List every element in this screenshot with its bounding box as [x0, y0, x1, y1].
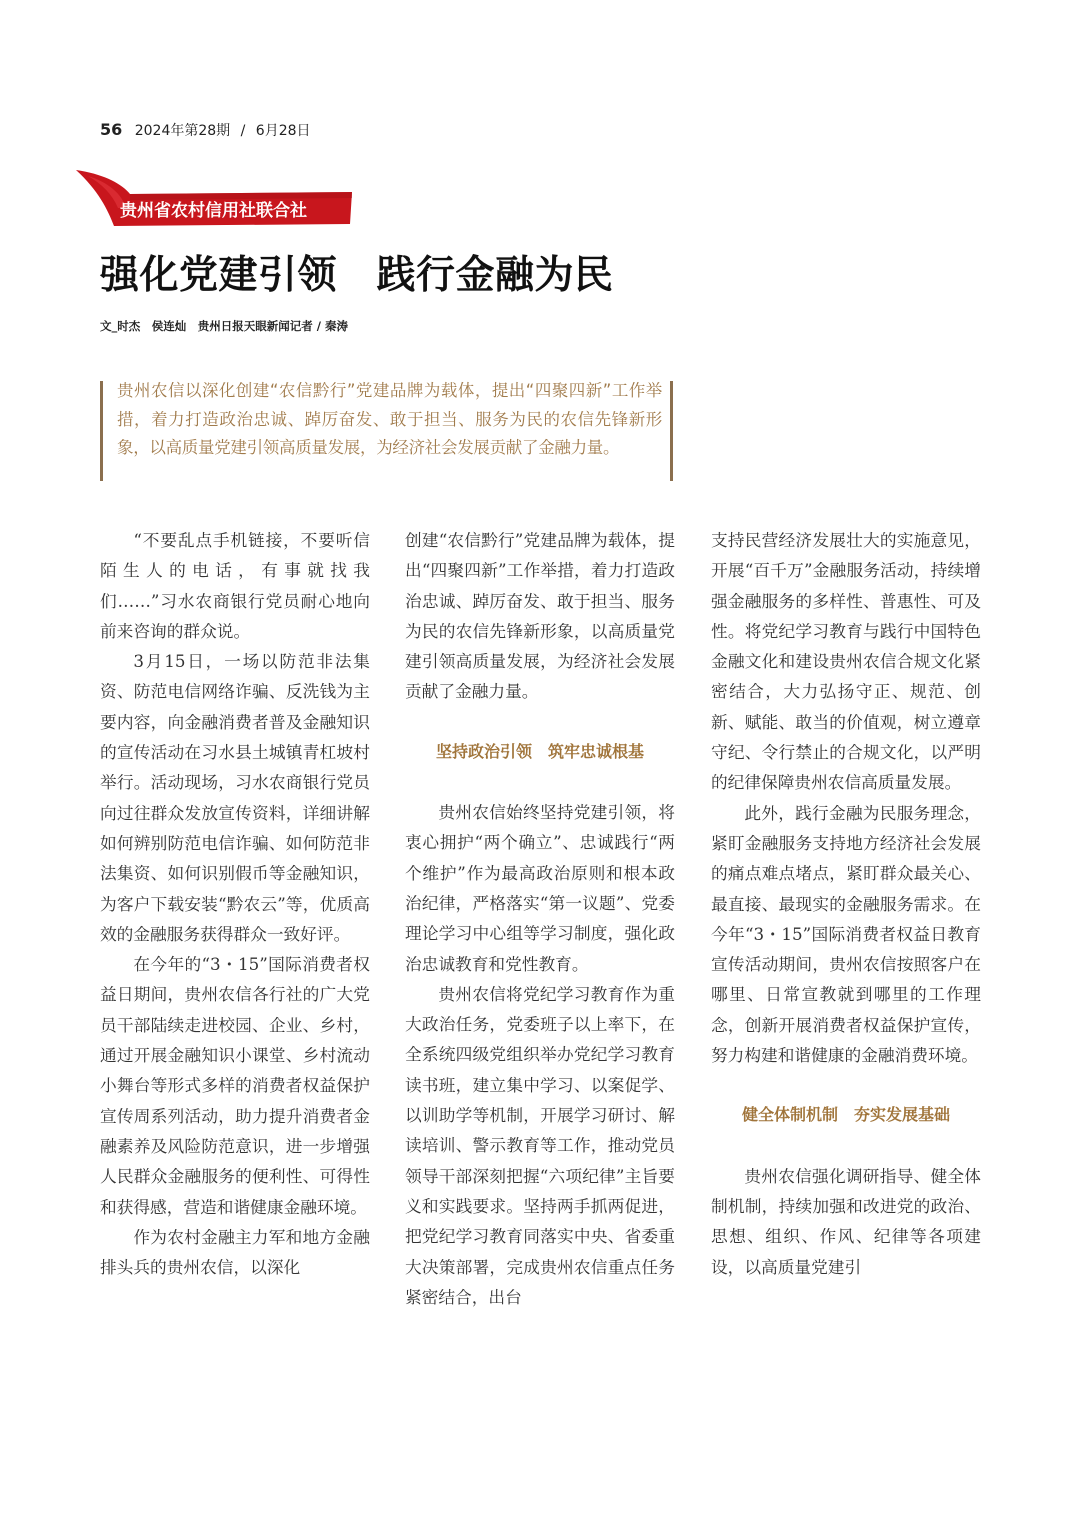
article-abstract: 贵州农信以深化创建“农信黔行”党建品牌为载体，提出“四聚四新”工作举措，着力打造政治忠诚、踔厉奋发、敢于担当、服务为民的农信先锋新形象，以高质量党建引领高质量发展，为经济社会发展贡献了金融力量。 [117, 381, 662, 457]
abstract-right-rule [670, 381, 673, 481]
paragraph: 此外，践行金融为民服务理念，紧盯金融服务支持地方经济社会发展的痛点难点堵点，紧盯群众最关心、最直接、最现实的金融服务需求。在今年“3・15”国际消费者权益日教育宣传活动期间，贵州农信按照客户在哪里、日常宣教就到哪里的工作理念，创新开展消费者权益保护宣传，努力构建和谐健康的金融消费环境。 [711, 802, 981, 1066]
paragraph: 创建“农信黔行”党建品牌为载体，提出“四聚四新”工作举措，着力打造政治忠诚、踔厉奋发、敢于担当、服务为民的农信先锋新形象，以高质量党建引领高质量发展，为经济社会发展贡献了金融力量。 [405, 530, 675, 702]
issue-number: 2024年第28期 [134, 123, 231, 139]
page-number: 56 [100, 120, 123, 139]
text-column-1 [100, 525, 370, 1282]
section-subhead: 健全体制机制 夯实发展基础 [741, 1105, 950, 1125]
paragraph: 在今年的“3・15”国际消费者权益日期间，贵州农信各行社的广大党员干部陆续走进校园、企业、乡村，通过开展金融知识小课堂、乡村流动小舞台等形式多样的消费者权益保护宣传周系列活动，助力提升消费者金融素养及风险防范意识，进一步增强人民群众金融服务的便利性、可得性和获得感，营造和谐健康金融环境。 [100, 954, 370, 1217]
page-header [100, 120, 311, 140]
paragraph: 支持民营经济发展壮大的实施意见，开展“百千万”金融服务活动，持续增强金融服务的多样性、普惠性、可及性。将党纪学习教育与践行中国特色金融文化和建设贵州农信合规文化紧密结合，大力弘扬守正、规范、创新、赋能、敢当的价值观，树立遵章守纪、令行禁止的合规文化，以严明的纪律保障贵州农信高质量发展。 [711, 530, 981, 793]
text-column-2 [405, 525, 675, 1312]
article-title: 强化党建引领 践行金融为民 [100, 252, 614, 298]
paragraph: 作为农村金融主力军和地方金融排头兵的贵州农信，以深化 [100, 1226, 370, 1278]
paragraph: 贵州农信将党纪学习教育作为重大政治任务，党委班子以上率下，在全系统四级党组织举办党纪学习教育读书班，建立集中学习、以案促学、以训助学等机制，开展学习研讨、解读培训、警示教育等工作，推动党员领导干部深刻把握“六项纪律”主旨要义和实践要求。坚持两手抓两促进，把党纪学习教育同落实中央、省委重大决策部署，完成贵州农信重点任务紧密结合，出台 [405, 983, 675, 1307]
banner-label: 贵州省农村信用社联合社 [120, 201, 307, 221]
abstract-left-rule [100, 381, 103, 481]
column-banner [74, 168, 354, 228]
paragraph: 贵州农信强化调研指导、健全体制机制，持续加强和改进党的政治、思想、组织、作风、纪律等各项建设，以高质量党建引 [711, 1165, 981, 1277]
section-subhead: 坚持政治引领 筑牢忠诚根基 [435, 741, 644, 761]
article-byline: 文_时杰 侯连灿 贵州日报天眼新闻记者 / 秦涛 [100, 319, 348, 333]
paragraph: 贵州农信始终坚持党建引领，将衷心拥护“两个确立”、忠诚践行“两个维护”作为最高政治原则和根本政治纪律，严格落实“第一议题”、党委理论学习中心组等学习制度，强化政治忠诚教育和党性教育。 [405, 802, 675, 974]
header-separator: / [240, 123, 246, 139]
issue-date: 6月28日 [255, 123, 311, 139]
paragraph: 3月15日，一场以防范非法集资、防范电信网络诈骗、反洗钱为主要内容，向金融消费者普及金融知识的宣传活动在习水县土城镇青杠坡村举行。活动现场，习水农商银行党员向过往群众发放宣传资料，详细讲解如何辨别防范电信诈骗、如何防范非法集资、如何识别假币等金融知识，为客户下载安装“黔农云”等，优质高效的金融服务获得群众一致好评。 [100, 651, 370, 944]
paragraph: “不要乱点手机链接，不要听信陌生人的电话，有事就找我们……”习水农商银行党员耐心地向前来咨询的群众说。 [100, 530, 370, 641]
text-column-3 [711, 525, 981, 1282]
